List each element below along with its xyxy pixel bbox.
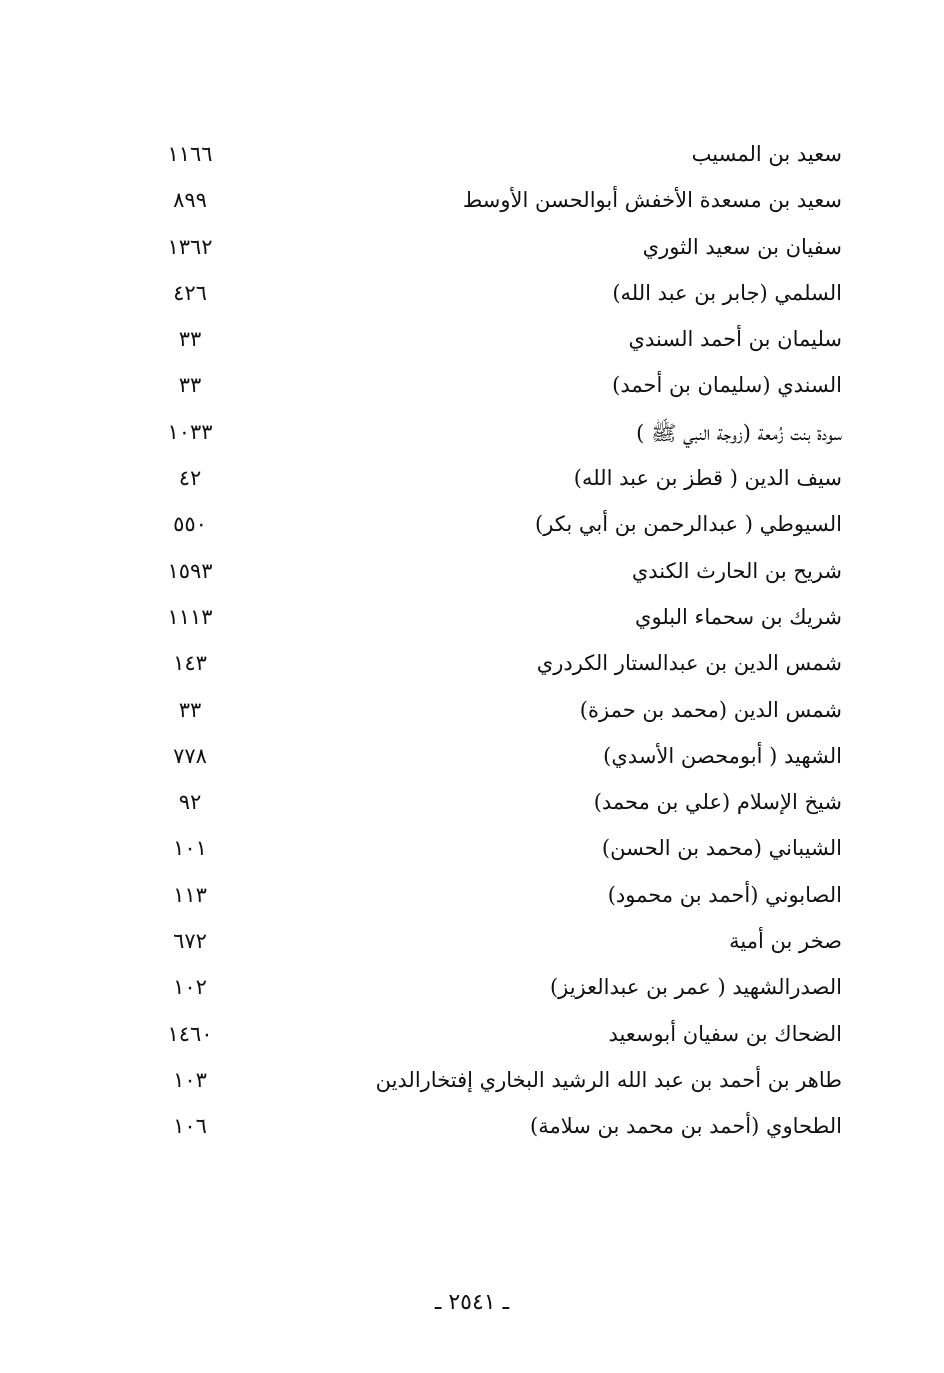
entry-page-number: ٤٢٦ <box>173 280 207 305</box>
entry-page-number: ١٤٣ <box>173 651 207 676</box>
index-row <box>150 275 850 321</box>
entry-name: شيخ الإسلام (علي بن محمد) <box>593 790 842 815</box>
entry-name: شمس الدين بن عبدالستار الكردري <box>536 651 842 676</box>
entry-page-number: ٦٧٢ <box>173 929 207 954</box>
entry-name: صخر بن أمية <box>729 929 842 954</box>
entry-name: الصابوني (أحمد بن محمود) <box>607 882 842 907</box>
entry-page-number: ٣٣ <box>178 327 202 352</box>
index-row <box>150 1062 850 1108</box>
entry-name: شمس الدين (محمد بن حمزة) <box>579 697 842 722</box>
entry-name: سليمان بن أحمد السندي <box>628 327 842 352</box>
entry-name: سودة بنت زُمعة (زوجة النبي ﷺ ) <box>636 420 842 445</box>
index-row <box>150 1108 850 1154</box>
index-row <box>150 877 850 923</box>
entry-page-number: ٧٧٨ <box>173 743 207 768</box>
index-row <box>150 738 850 784</box>
entry-page-number: ١١٦٦ <box>167 142 213 166</box>
entry-name: سيف الدين ( قطز بن عبد الله) <box>573 466 842 491</box>
entry-page-number: ١٠٣ <box>173 1067 207 1092</box>
entry-page-number: ٩٢ <box>178 790 202 815</box>
entry-page-number: ١٠٣٣ <box>167 419 213 444</box>
entry-name: شريك بن سحماء البلوي <box>635 604 842 629</box>
index-row <box>150 645 850 691</box>
entry-page-number: ١١١٣ <box>167 604 213 629</box>
index-row <box>150 599 850 645</box>
index-row <box>150 969 850 1015</box>
index-row <box>150 460 850 506</box>
entry-page-number: ١٠٢ <box>173 975 207 1000</box>
page-number: ـ ٢٥٤١ ـ <box>434 1290 510 1315</box>
index-row <box>150 136 850 182</box>
entry-page-number: ٣٣ <box>178 373 202 398</box>
entry-name: السلمي (جابر بن عبد الله) <box>612 280 842 305</box>
index-row <box>150 1016 850 1062</box>
entry-page-number: ١٣٦٢ <box>167 234 213 259</box>
entry-page-number: ١١٣ <box>173 882 207 907</box>
entry-page-number: ٥٥٠ <box>173 512 207 537</box>
entry-name: الصدرالشهيد ( عمر بن عبدالعزيز) <box>549 975 842 1000</box>
entry-page-number: ٣٣ <box>178 697 202 722</box>
index-row <box>150 414 850 460</box>
entry-name: السندي (سليمان بن أحمد) <box>612 373 842 398</box>
index-row <box>150 506 850 552</box>
entry-name: الشيباني (محمد بن الحسن) <box>601 836 842 861</box>
index-row <box>150 692 850 738</box>
entry-page-number: ١٥٩٣ <box>167 558 213 583</box>
entry-page-number: ١٤٦٠ <box>167 1021 213 1046</box>
index-list <box>150 136 850 1155</box>
entry-name: طاهر بن أحمد بن عبد الله الرشيد البخاري إفتخارالدين <box>375 1067 842 1092</box>
entry-name: الطحاوي (أحمد بن محمد بن سلامة) <box>530 1114 842 1139</box>
entry-name: شريح بن الحارث الكندي <box>631 558 842 583</box>
index-row <box>150 321 850 367</box>
entry-page-number: ١٠١ <box>173 836 207 861</box>
index-row <box>150 923 850 969</box>
entry-name: الشهيد ( أبومحصن الأسدي) <box>603 743 842 768</box>
entry-name: سعيد بن مسعدة الأخفش أبوالحسن الأوسط <box>462 188 842 213</box>
index-row <box>150 553 850 599</box>
index-row <box>150 784 850 830</box>
entry-name: الضحاك بن سفيان أبوسعيد <box>608 1021 842 1046</box>
entry-page-number: ٤٢ <box>178 466 202 491</box>
entry-page-number: ٨٩٩ <box>173 188 207 213</box>
entry-name: سعيد بن المسيب <box>691 142 842 166</box>
entry-page-number: ١٠٦ <box>173 1114 207 1139</box>
index-row <box>150 367 850 413</box>
entry-name: السيوطي ( عبدالرحمن بن أبي بكر) <box>535 512 842 537</box>
index-row <box>150 229 850 275</box>
entry-name: سفيان بن سعيد الثوري <box>642 234 842 259</box>
index-row <box>150 182 850 228</box>
index-row <box>150 830 850 876</box>
